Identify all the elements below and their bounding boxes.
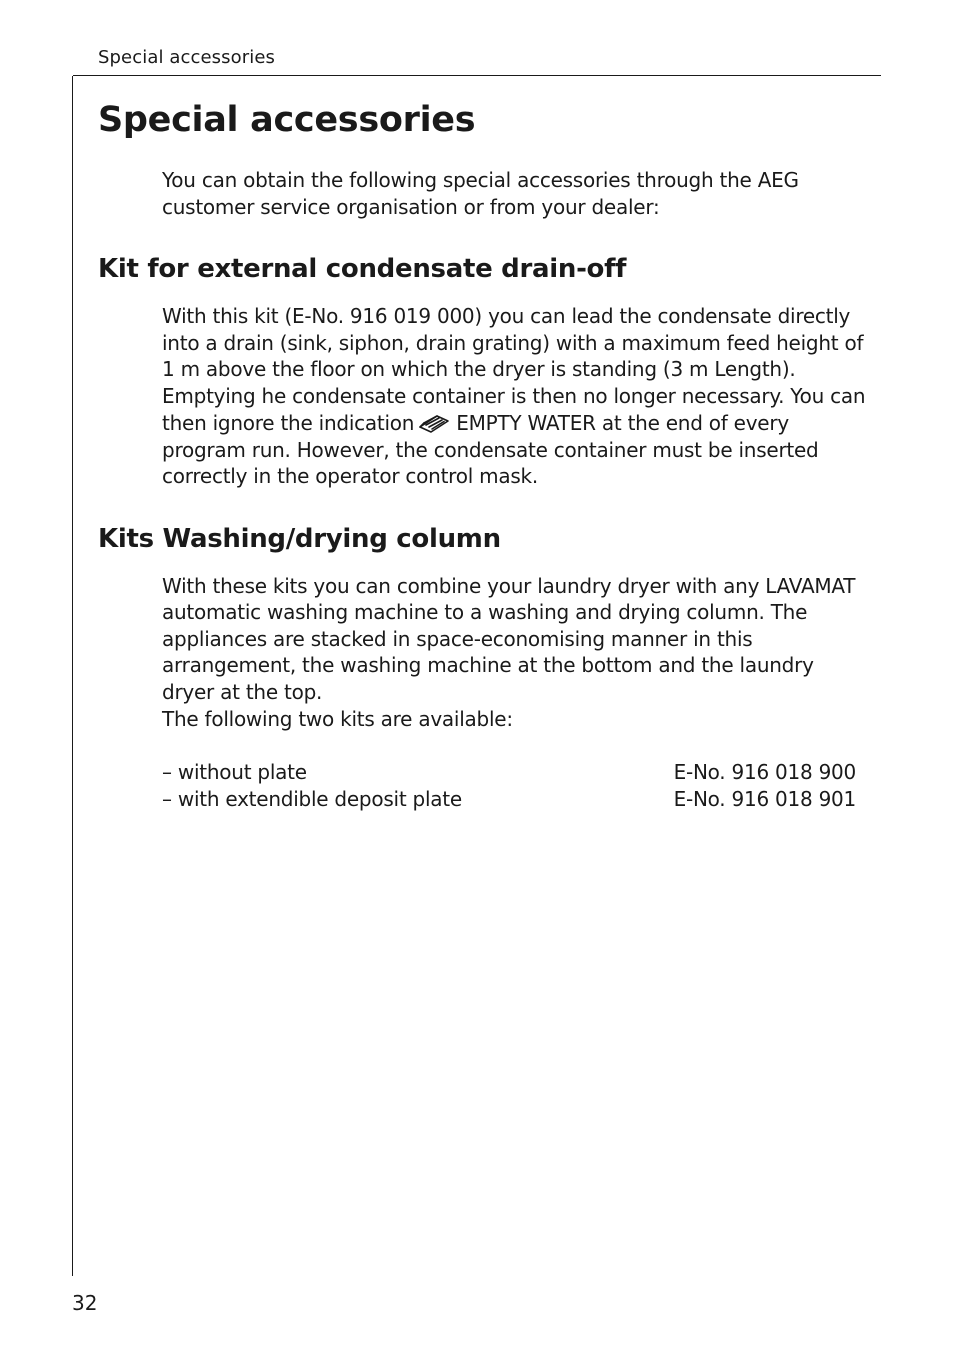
column-kits-line: automatic washing machine to a washing and drying column. The	[162, 600, 808, 624]
column-kits-line: dryer at the top.	[162, 680, 323, 704]
column-kits-line: With these kits you can combine your laundry dryer with any LAVAMAT	[162, 574, 856, 598]
drain-kit-line: 1 m above the floor on which the dryer is standing (3 m Length).	[162, 357, 796, 381]
kit-name: – without plate	[162, 760, 307, 784]
left-margin-rule	[72, 76, 73, 1276]
drain-kit-line: program run. However, the condensate container must be inserted	[162, 438, 819, 462]
kit-number: E-No. 916 018 901	[673, 787, 856, 811]
empty-water-container-icon	[418, 412, 450, 440]
column-kits-line: appliances are stacked in space-economising manner in this	[162, 627, 753, 651]
column-kits-line: arrangement, the washing machine at the bottom and the laundry	[162, 653, 814, 677]
section-heading-drain-kit: Kit for external condensate drain-off	[98, 254, 627, 284]
drain-kit-line: correctly in the operator control mask.	[162, 464, 538, 488]
header-rule	[73, 75, 881, 76]
drain-kit-line-after-icon: EMPTY WATER at the end of every	[456, 411, 789, 435]
drain-kit-line: With this kit (E-No. 916 019 000) you can lead the condensate directly	[162, 304, 851, 328]
section-heading-column-kits: Kits Washing/drying column	[98, 524, 501, 554]
intro-line: customer service organisation or from your dealer:	[162, 195, 660, 219]
kit-number: E-No. 916 018 900	[673, 760, 856, 784]
drain-kit-line-before-icon: then ignore the indication	[162, 411, 415, 435]
intro-line: You can obtain the following special accessories through the AEG	[162, 168, 799, 192]
drain-kit-line: Emptying he condensate container is then no longer necessary. You can	[162, 384, 866, 408]
page-number: 32	[72, 1291, 98, 1315]
column-kits-line: The following two kits are available:	[162, 707, 513, 731]
drain-kit-line: into a drain (sink, siphon, drain grating) with a maximum feed height of	[162, 331, 864, 355]
kit-name: – with extendible deposit plate	[162, 787, 462, 811]
drain-kit-line-with-icon	[162, 410, 789, 440]
page-title: Special accessories	[98, 100, 476, 140]
running-header: Special accessories	[98, 47, 275, 68]
